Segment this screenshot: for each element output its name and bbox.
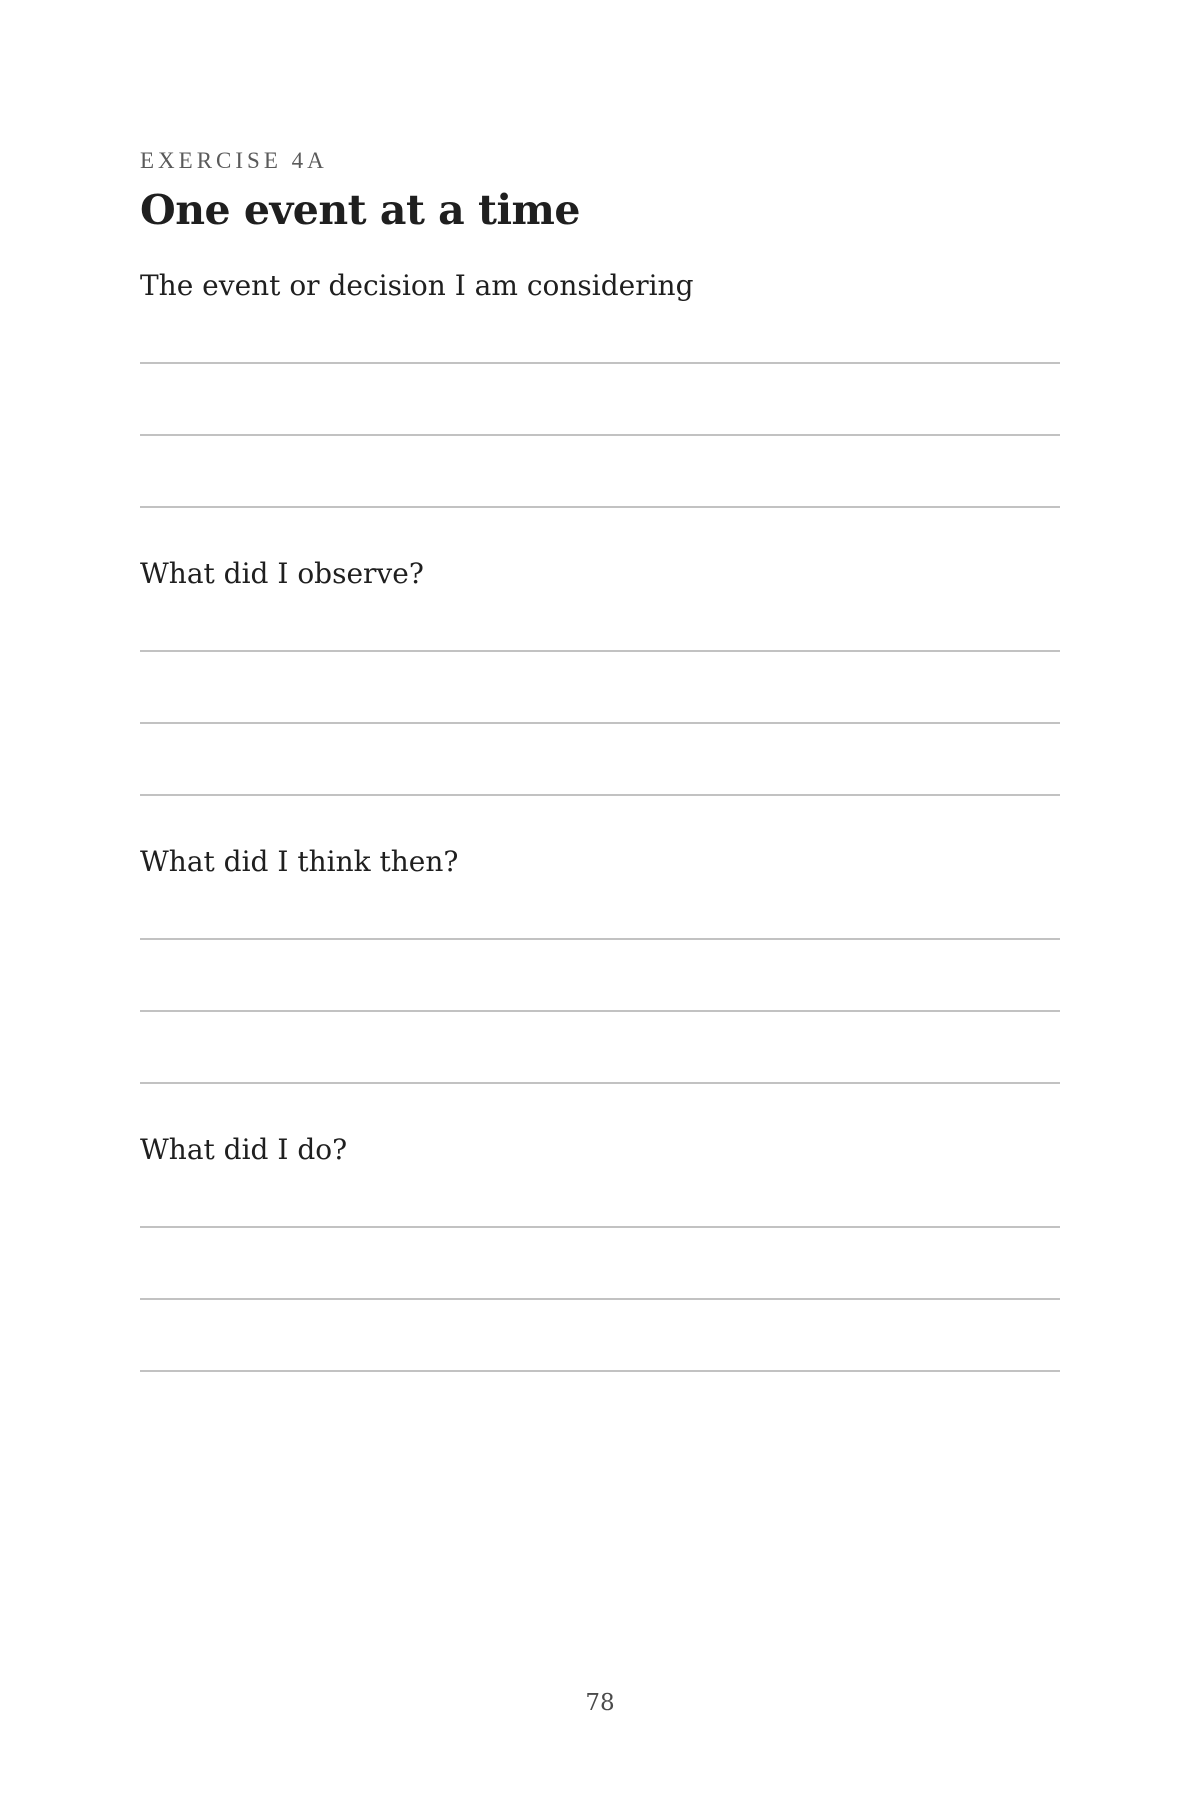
- section-think: [140, 842, 1060, 1084]
- answer-line[interactable]: [140, 650, 1060, 652]
- page-title: One event at a time: [140, 186, 580, 234]
- section-prompt: What did I observe?: [140, 557, 424, 590]
- answer-line[interactable]: [140, 434, 1060, 436]
- answer-line[interactable]: [140, 362, 1060, 364]
- answer-line[interactable]: [140, 794, 1060, 796]
- answer-line[interactable]: [140, 1082, 1060, 1084]
- section-prompt: What did I think then?: [140, 845, 459, 878]
- section-do: [140, 1130, 1060, 1372]
- exercise-label: EXERCISE 4A: [140, 148, 328, 173]
- answer-line[interactable]: [140, 1226, 1060, 1228]
- section-event: [140, 266, 1060, 508]
- section-prompt: The event or decision I am considering: [140, 269, 694, 302]
- answer-line[interactable]: [140, 722, 1060, 724]
- section-observe: [140, 554, 1060, 796]
- answer-line[interactable]: [140, 1370, 1060, 1372]
- page-number: 78: [585, 1690, 615, 1716]
- answer-line[interactable]: [140, 938, 1060, 940]
- answer-line[interactable]: [140, 506, 1060, 508]
- answer-line[interactable]: [140, 1010, 1060, 1012]
- page-content: [140, 140, 1060, 1372]
- answer-line[interactable]: [140, 1298, 1060, 1300]
- section-prompt: What did I do?: [140, 1133, 348, 1166]
